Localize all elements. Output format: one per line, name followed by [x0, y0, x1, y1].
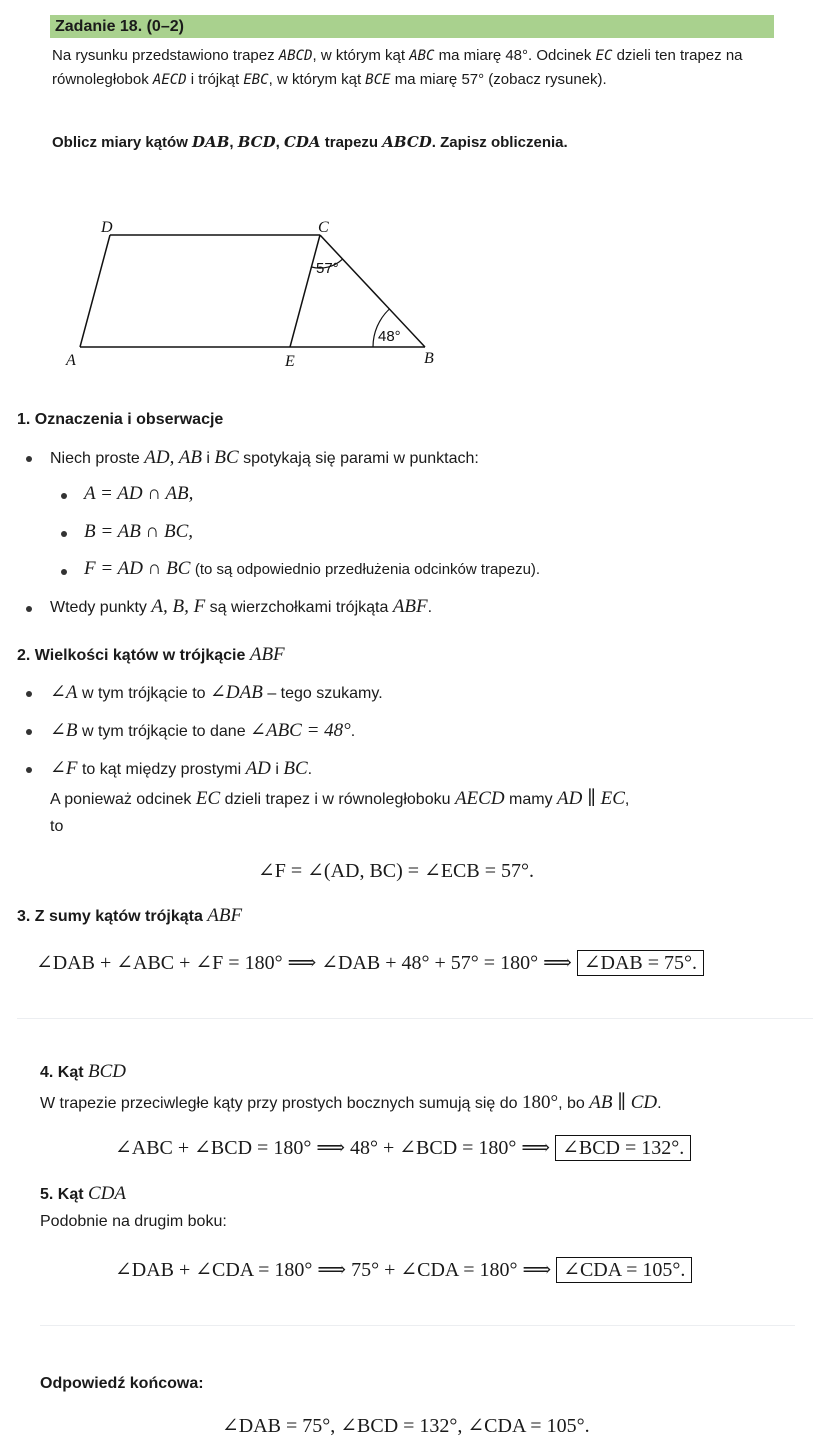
trapezoid-figure: [0, 190, 815, 390]
section4-text: W trapezie przeciwległe kąty przy prostych bocznych sumują się do 180°, bo AB ∥ CD.: [40, 1092, 662, 1113]
section2-bullet-a: ∠A w tym trójkącie to ∠DAB – tego szukamy.: [50, 682, 383, 703]
section2-heading: 2. Wielkości kątów w trójkącie ABF: [17, 644, 285, 665]
final-answer-heading: Odpowiedź końcowa:: [40, 1375, 204, 1392]
section1-intro: Niech proste AD, AB i BC spotykają się parami w punktach:: [50, 447, 479, 468]
bullet: [26, 767, 32, 773]
vertex-label-e: E: [285, 353, 295, 370]
bcd-equation: ∠ABC + ∠BCD = 180° ⟹ 48° + ∠BCD = 180° ⟹ ∠BCD = 132°.: [115, 1135, 691, 1160]
task-question: Oblicz miary kątów DAB, BCD, CDA trapezu ABCD. Zapisz obliczenia.: [52, 133, 568, 151]
section2-bullet-f-continuation: A ponieważ odcinek EC dzieli trapez i w równoległoboku AECD mamy AD ∥ EC,: [50, 788, 630, 809]
cda-equation: ∠DAB + ∠CDA = 180° ⟹ 75° + ∠CDA = 180° ⟹ ∠CDA = 105°.: [115, 1257, 692, 1282]
segment-ec: [290, 235, 320, 347]
bullet: [61, 493, 67, 499]
vertex-label-c: C: [318, 219, 329, 236]
section2-bullet-b: ∠B w tym trójkącie to dane ∠ABC = 48°.: [50, 720, 356, 741]
section3-heading: 3. Z sumy kątów trójkąta ABF: [17, 905, 243, 926]
point-f-def: F = AD ∩ BC (to są odpowiednio przedłużenia odcinków trapezu).: [84, 558, 541, 579]
result-cda-box: ∠CDA = 105°.: [556, 1257, 692, 1283]
section5-heading: 5. Kąt CDA: [40, 1183, 127, 1204]
point-b-def: B = AB ∩ BC,: [84, 521, 194, 542]
divider: [17, 1018, 813, 1019]
vertex-label-b: B: [424, 350, 434, 367]
bullet: [61, 531, 67, 537]
section1-conclusion: Wtedy punkty A, B, F są wierzchołkami trójkąta ABF.: [50, 596, 433, 617]
result-dab-box: ∠DAB = 75°.: [577, 950, 704, 976]
angle-f-equation: ∠F = ∠(AD, BC) = ∠ECB = 57°.: [258, 860, 535, 882]
vertex-label-a: A: [66, 352, 76, 369]
section5-text: Podobnie na drugim boku:: [40, 1213, 227, 1230]
section4-heading: 4. Kąt BCD: [40, 1061, 127, 1082]
side-ad: [80, 235, 110, 347]
divider: [40, 1325, 795, 1326]
point-a-def: A = AD ∩ AB,: [84, 483, 194, 504]
section2-bullet-f: ∠F to kąt między prostymi AD i BC.: [50, 758, 313, 779]
task-header: [50, 15, 774, 38]
angle-label-b: 48°: [378, 328, 401, 345]
section2-to: to: [50, 818, 64, 835]
bullet: [26, 606, 32, 612]
side-cb: [320, 235, 425, 347]
bullet: [61, 569, 67, 575]
final-answer-equation: ∠DAB = 75°, ∠BCD = 132°, ∠CDA = 105°.: [222, 1415, 590, 1437]
task-statement: Na rysunku przedstawiono trapez ABCD, w którym kąt ABC ma miarę 48°. Odcinek EC dzieli ten trapez na równoległobok AECD i trójkąt EBC, w którym kąt BCE ma miarę 57° (zobacz rysunek).: [52, 47, 743, 88]
triangle-sum-equation: ∠DAB + ∠ABC + ∠F = 180° ⟹ ∠DAB + 48° + 57° = 180° ⟹ ∠DAB = 75°.: [36, 950, 704, 975]
task-title: Zadanie 18. (0–2): [55, 18, 184, 35]
angle-label-c: 57°: [316, 260, 339, 277]
bullet: [26, 456, 32, 462]
section1-heading: 1. Oznaczenia i obserwacje: [17, 411, 224, 428]
bullet: [26, 691, 32, 697]
vertex-label-d: D: [101, 219, 113, 236]
bullet: [26, 729, 32, 735]
result-bcd-box: ∠BCD = 132°.: [555, 1135, 691, 1161]
